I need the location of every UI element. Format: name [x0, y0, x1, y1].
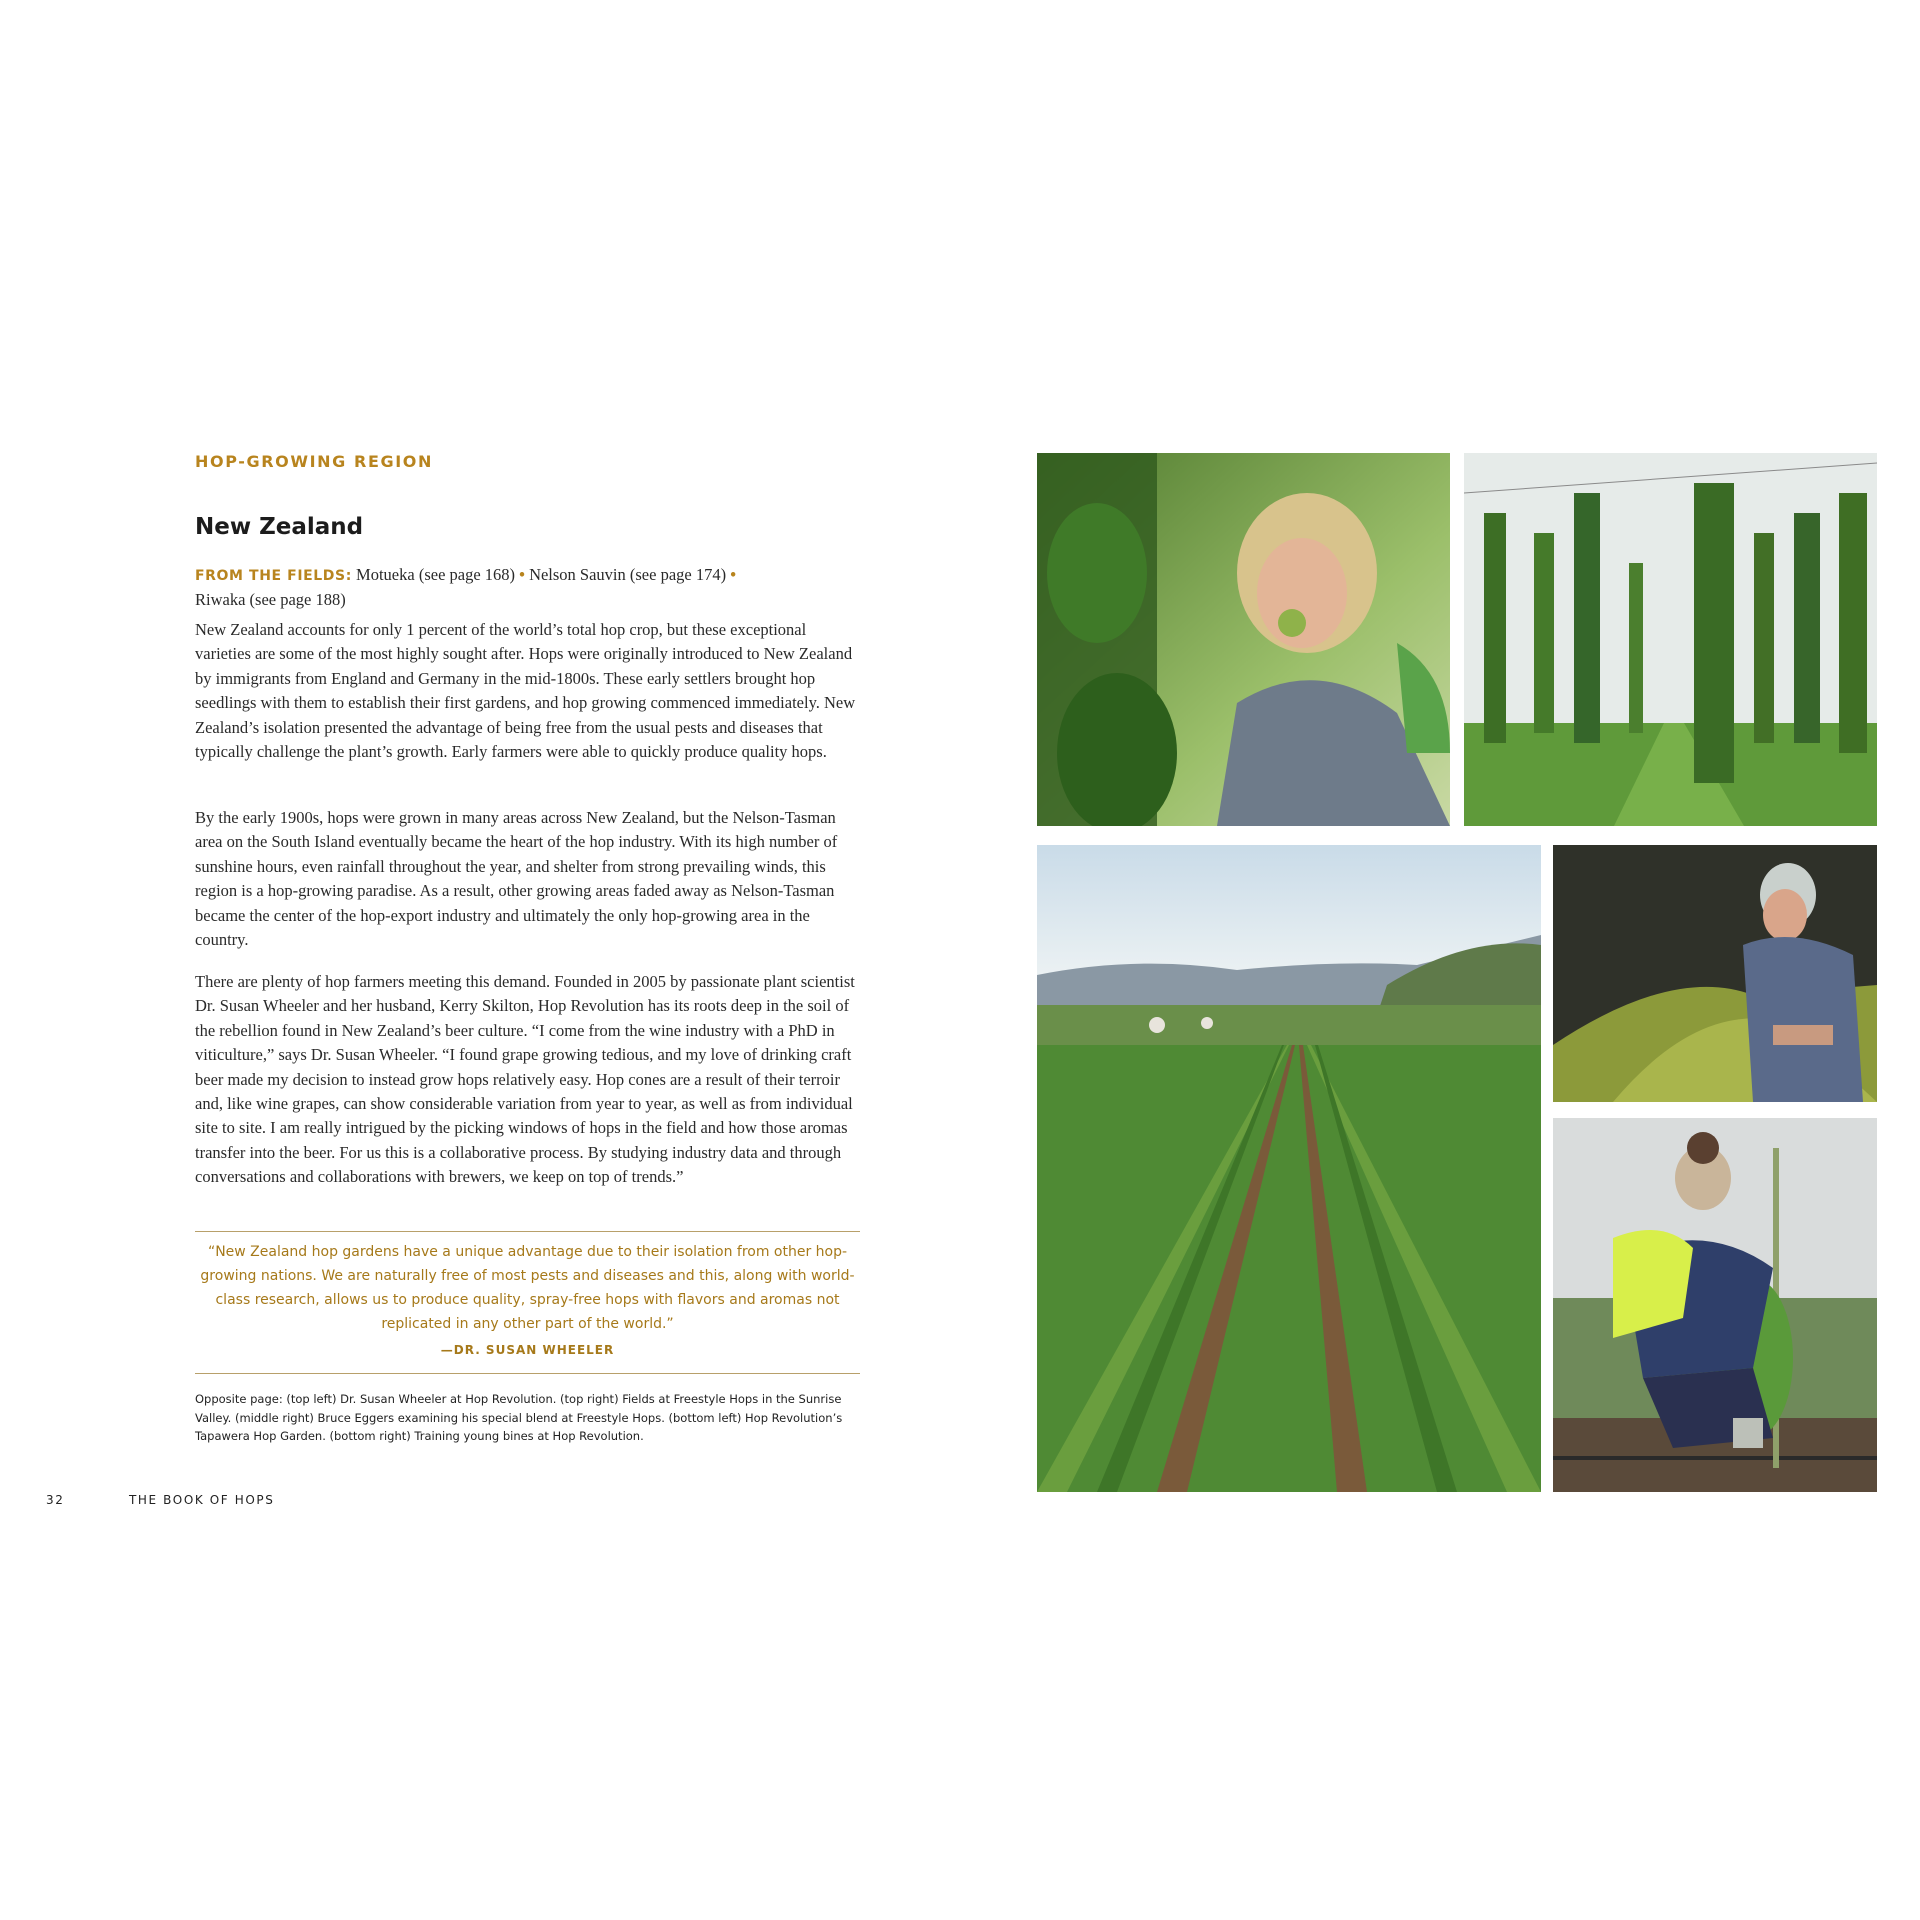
from-the-fields — [195, 563, 865, 612]
separator-dot: • — [519, 565, 525, 584]
body-paragraph-1: New Zealand accounts for only 1 percent of the world’s total hop crop, but these exceptional varieties are some of the most highly sought after. Hops were originally introduced to New Zealand by immigrants from England and Germany in the mid-1800s. These early settlers brought hop seedlings with them to establish their first gardens, and hop growing commenced immediately. New Zealand’s isolation presented the advantage of being free from the usual pests and diseases that typically challenge the plant’s growth. Early farmers were able to quickly produce quality hops. — [195, 620, 856, 762]
from-fields-item-nelson-sauvin: Nelson Sauvin (see page 174) — [524, 565, 731, 584]
photo-bruce-eggers-examining-hops — [1553, 845, 1877, 1102]
quote-bottom-rule — [195, 1373, 860, 1374]
photo-hop-field-rows — [1464, 453, 1877, 826]
pull-quote-attribution: —DR. SUSAN WHEELER — [440, 1343, 615, 1357]
photo-woman-smelling-hops — [1037, 453, 1450, 826]
from-fields-item-riwaka: Riwaka (see page 188) — [195, 590, 346, 609]
quote-top-rule — [195, 1231, 860, 1232]
pull-quote: “New Zealand hop gardens have a unique advantage due to their isolation from other hop-growing nations. We are naturally free of most pests and diseases and this, along with world-class research, allows us to produce quality, spray-free hops with flavors and aromas not replicated in any other part of the world.” — [200, 1244, 855, 1332]
from-fields-label: FROM THE FIELDS: — [195, 568, 352, 584]
section-kicker: HOP-GROWING REGION — [195, 452, 433, 471]
separator-dot: • — [730, 565, 737, 584]
body-paragraph-3: There are plenty of hop farmers meeting this demand. Founded in 2005 by passionate plant scientist Dr. Susan Wheeler and her husband, Kerry Skilton, Hop Revolution has its roots deep in the soil of the rebellion found in New Zealand’s beer culture. “I come from the wine industry with a PhD in viticulture,” says Dr. Susan Wheeler. “I found grape growing tedious, and my love of drinking craft beer made my decision to instead grow hops relatively easy. Hop cones are a result of their terroir and, like wine grapes, can show considerable variation from year to year, as well as from individual site to site. I am really intrigued by the picking windows of hops in the field and how those aromas transfer into the beer. For us this is a collaborative process. By studying industry data and through conversations and collaborations with brewers, we keep on top of trends.” — [195, 972, 855, 1187]
photo-training-young-bines — [1553, 1118, 1877, 1492]
photo-tapawera-hop-garden — [1037, 845, 1541, 1492]
page-number: 32 — [46, 1493, 65, 1507]
page-title: New Zealand — [195, 514, 364, 540]
from-fields-item-motueka: Motueka (see page 168) — [351, 565, 520, 584]
body-paragraph-2: By the early 1900s, hops were grown in many areas across New Zealand, but the Nelson-Tasman area on the South Island eventually became the heart of the hop industry. With its high number of sunshine hours, even rainfall throughout the year, and shelter from strong prevailing winds, this region is a hop-growing paradise. As a result, other growing areas faded away as Nelson-Tasman became the center of the hop-export industry and ultimately the only hop-growing area in the country. — [195, 808, 838, 950]
photo-caption: Opposite page: (top left) Dr. Susan Wheeler at Hop Revolution. (top right) Fields at Freestyle Hops in the Sunrise Valley. (middle right) Bruce Eggers examining his special blend at Freestyle Hops. (bottom left) Hop Revolution’s Tapawera Hop Garden. (bottom right) Training young bines at Hop Revolution. — [195, 1392, 843, 1443]
running-footer-title: THE BOOK OF HOPS — [129, 1493, 275, 1507]
